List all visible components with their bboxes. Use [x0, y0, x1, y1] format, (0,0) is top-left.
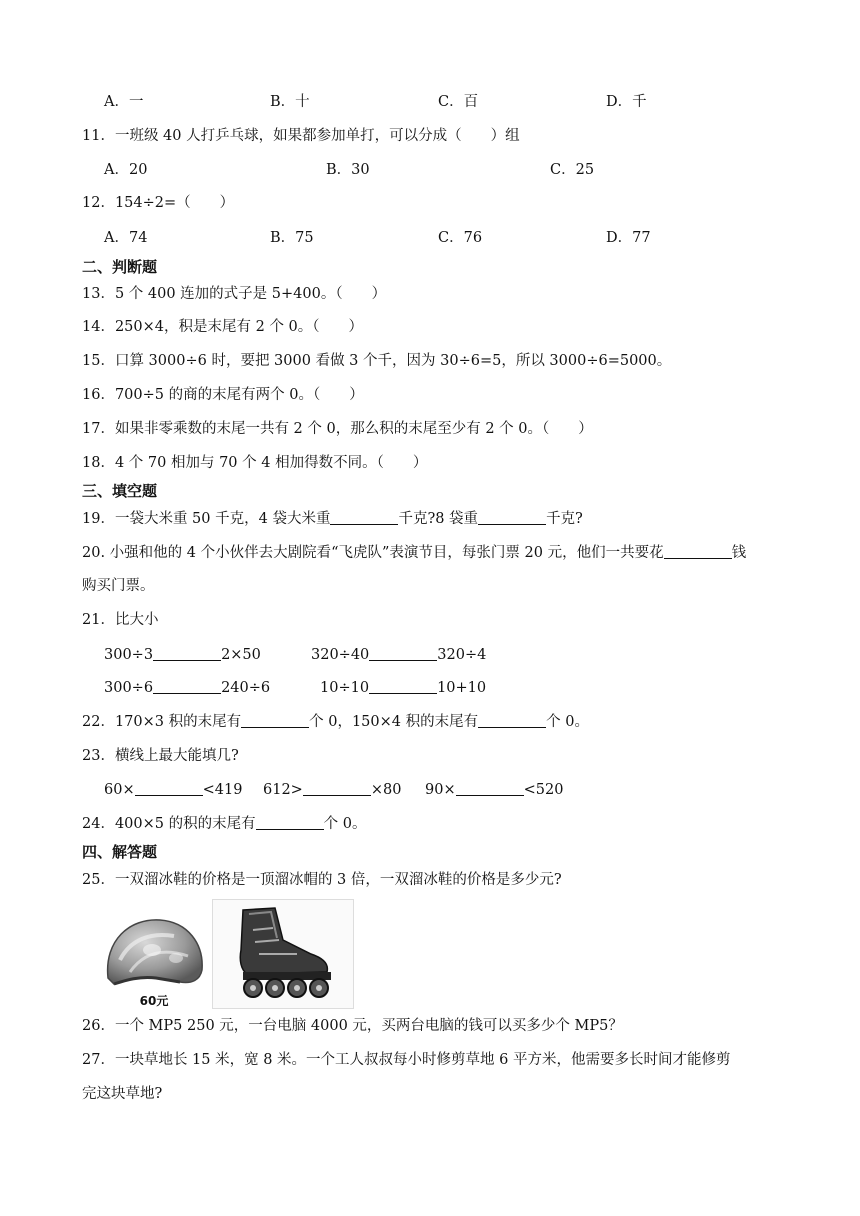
- inline-skate-image: [212, 899, 354, 1009]
- answer-blank[interactable]: [256, 815, 324, 830]
- q21-expr: 10+10: [437, 680, 487, 696]
- q11-option-a: A．20: [104, 162, 148, 178]
- q11-option-b: B．30: [326, 162, 370, 178]
- q23-expr-3: [425, 780, 563, 800]
- answer-blank[interactable]: [303, 781, 371, 796]
- q23-part: 60×: [104, 782, 135, 798]
- question-11: 11．一班级 40 人打乒乓球，如果都参加单打，可以分成（ ）组: [82, 128, 520, 144]
- section-fill-title: 三、填空题: [82, 482, 158, 500]
- section-judgement-title: 二、判断题: [82, 258, 158, 276]
- question-25: 25．一双溜冰鞋的价格是一顶溜冰帽的 3 倍，一双溜冰鞋的价格是多少元?: [82, 872, 562, 888]
- q24-text-a: 24．400×5 的积的末尾有: [82, 816, 256, 832]
- q20-text: 20. 小强和他的 4 个小伙伴去大剧院看“飞虎队”表演节目，每张门票 20 元，他们一共要花: [82, 545, 664, 561]
- q21-row2-left: [104, 678, 270, 698]
- question-14: 14．250×4，积是末尾有 2 个 0。（ ）: [82, 319, 364, 335]
- q24-text-b: 个 0。: [323, 816, 367, 832]
- answer-blank[interactable]: [456, 781, 524, 796]
- question-18: 18．4 个 70 相加与 70 个 4 相加得数不同。（ ）: [82, 455, 428, 471]
- question-17: 17．如果非零乘数的末尾一共有 2 个 0，那么积的末尾至少有 2 个 0。（ ）: [82, 421, 593, 437]
- q19-text-a: 19．一袋大米重 50 千克，4 袋大米重: [82, 511, 331, 527]
- question-13: 13．5 个 400 连加的式子是 5+400。（ ）: [82, 286, 387, 302]
- q11-option-c: C．25: [550, 162, 595, 178]
- q10-option-d: D．千: [606, 94, 647, 110]
- question-15: 15．口算 3000÷6 时，要把 3000 看做 3 个千，因为 30÷6=5，所以 3000÷6=5000。: [82, 353, 672, 369]
- answer-blank[interactable]: [369, 646, 437, 661]
- question-27-line2: 完这块草地?: [82, 1086, 163, 1102]
- q12-option-b: B．75: [270, 230, 314, 246]
- question-21-title: 21．比大小: [82, 612, 159, 628]
- q22-text-b: 个 0，150×4 积的末尾有: [309, 714, 479, 730]
- answer-blank[interactable]: [330, 510, 398, 525]
- helmet-image: [100, 900, 208, 1008]
- q10-option-c: C．百: [438, 94, 479, 110]
- q21-expr: 240÷6: [221, 680, 271, 696]
- section-solve-title: 四、解答题: [82, 843, 158, 861]
- answer-blank[interactable]: [241, 713, 309, 728]
- q23-expr-1: [104, 780, 242, 800]
- answer-blank[interactable]: [153, 679, 221, 694]
- question-23-title: 23．横线上最大能填几?: [82, 748, 239, 764]
- q22-text-c: 个 0。: [546, 714, 589, 730]
- q21-expr: 10÷10: [320, 680, 370, 696]
- q23-part: <520: [523, 782, 564, 798]
- q19-text-c: 千克?: [546, 511, 583, 527]
- answer-blank[interactable]: [369, 679, 437, 694]
- question-20-line1: [82, 543, 746, 563]
- q21-row2-right: [320, 678, 486, 698]
- question-22: [82, 712, 589, 732]
- q21-row1-left: [104, 645, 261, 665]
- q22-text-a: 22．170×3 积的末尾有: [82, 714, 242, 730]
- q19-text-b: 千克?8 袋重: [398, 511, 479, 527]
- answer-blank[interactable]: [153, 646, 221, 661]
- question-20-line2: 购买门票。: [82, 578, 155, 594]
- q12-option-a: A．74: [104, 230, 148, 246]
- q23-part: 612>: [263, 782, 303, 798]
- question-24: [82, 814, 366, 834]
- q23-expr-2: [263, 780, 401, 800]
- question-16: 16．700÷5 的商的末尾有两个 0。（ ）: [82, 387, 364, 403]
- q23-part: 90×: [425, 782, 456, 798]
- question-12: 12．154÷2=（ ）: [82, 195, 235, 211]
- question-27-line1: 27．一块草地长 15 米，宽 8 米。一个工人叔叔每小时修剪草地 6 平方米，他需要多长时间才能修剪: [82, 1052, 731, 1068]
- q21-expr: 2×50: [221, 647, 261, 663]
- q21-expr: 300÷6: [104, 680, 154, 696]
- q12-option-d: D．77: [606, 230, 651, 246]
- q20-tail: 钱: [731, 545, 747, 561]
- answer-blank[interactable]: [478, 510, 546, 525]
- question-19: [82, 509, 583, 529]
- q10-option-a: A．一: [104, 94, 144, 110]
- answer-blank[interactable]: [478, 713, 546, 728]
- answer-blank[interactable]: [664, 544, 732, 559]
- q21-row1-right: [311, 645, 486, 665]
- q21-expr: 320÷4: [437, 647, 487, 663]
- q23-part: ×80: [370, 782, 402, 798]
- q23-part: <419: [202, 782, 243, 798]
- helmet-price-label: 60元: [139, 994, 169, 1008]
- question-26: 26．一个 MP5 250 元，一台电脑 4000 元，买两台电脑的钱可以买多少个 MP5？: [82, 1018, 623, 1034]
- q21-expr: 320÷40: [311, 647, 370, 663]
- q21-expr: 300÷3: [104, 647, 154, 663]
- q12-option-c: C．76: [438, 230, 483, 246]
- answer-blank[interactable]: [135, 781, 203, 796]
- q10-option-b: B．十: [270, 94, 310, 110]
